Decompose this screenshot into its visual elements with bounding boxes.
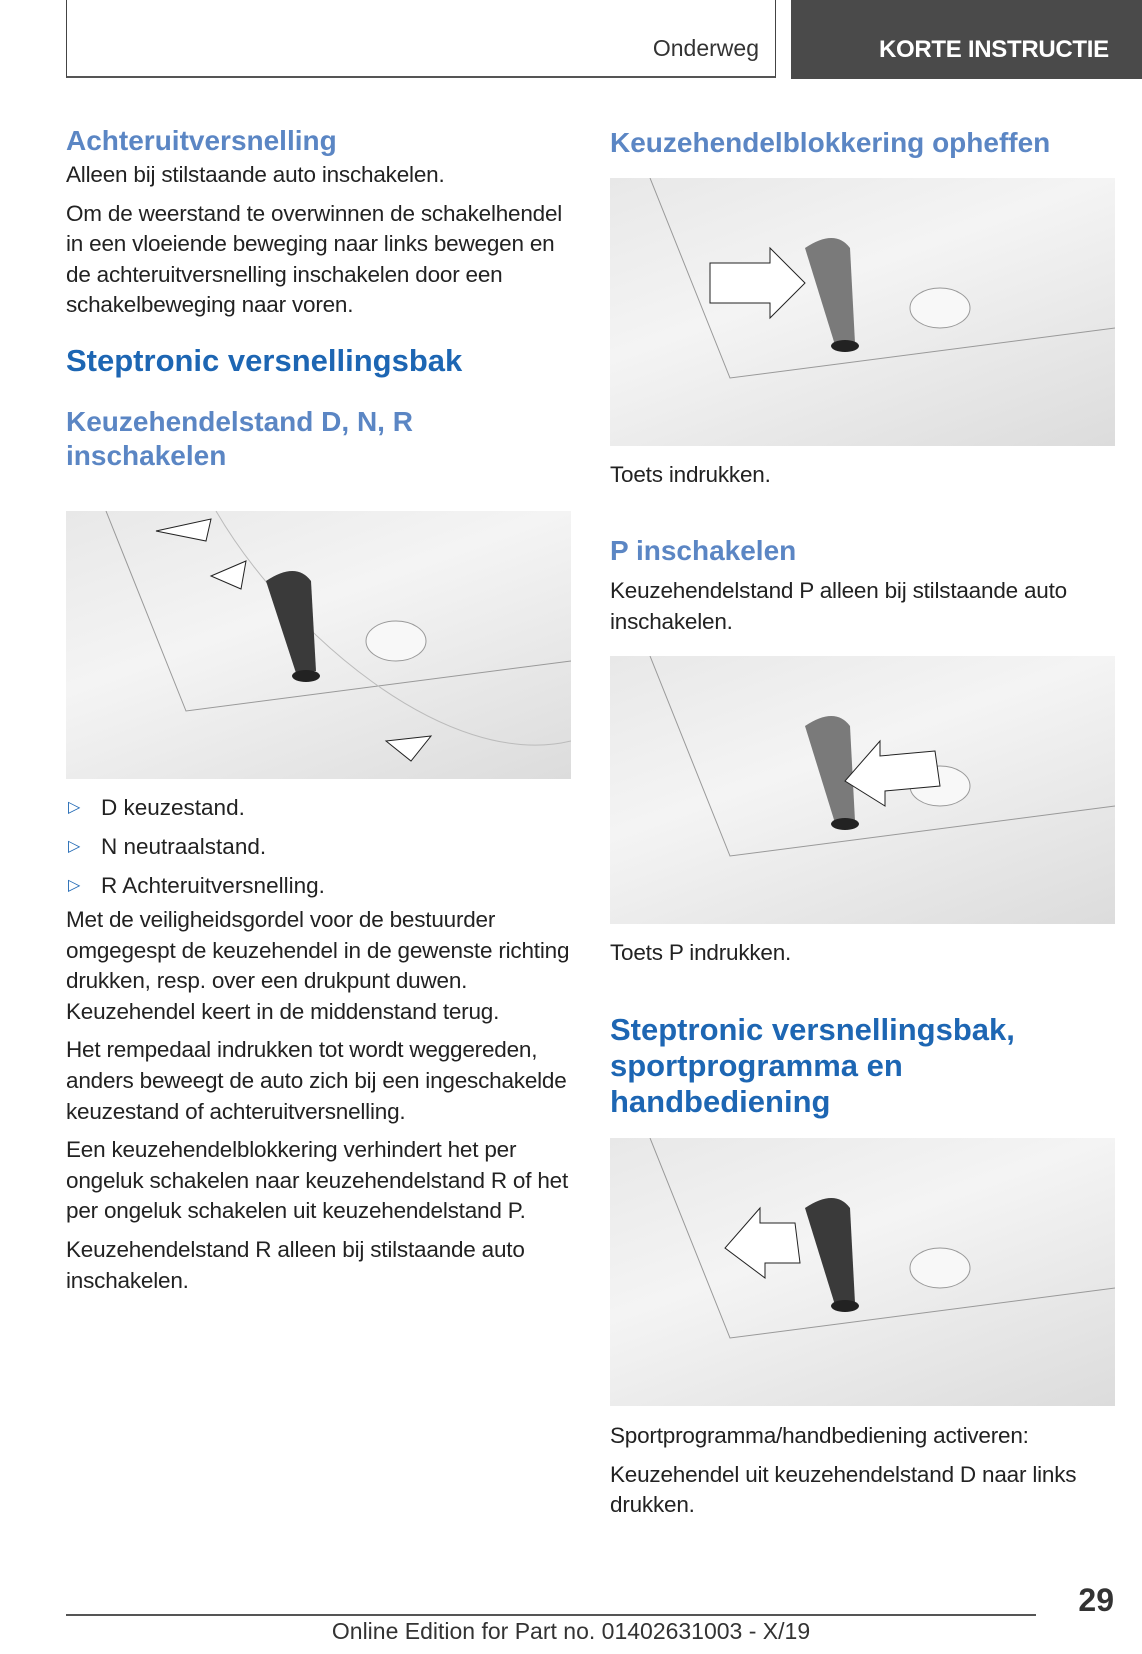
heading-reverse: Achteruitversnelling xyxy=(66,125,337,156)
arrow-r-icon xyxy=(156,519,211,541)
triangle-right-icon: ▷ xyxy=(68,877,81,894)
heading-p: P inschakelen xyxy=(610,535,797,566)
para: Om de weerstand te overwinnen de schakelhendel in een vloeiende beweging naar links bewegen en de achteruitversnelling inschakelen door een schakelbeweging naar voren. xyxy=(66,200,563,318)
chapter-tab: KORTE INSTRUCTIE xyxy=(791,0,1142,79)
para: Met de veiligheidsgordel voor de bestuurder omgegespt de keuzehendel in de gewenste richting drukken, resp. over een drukpunt duwen. Keuzehendel keert in de middenstand terug. xyxy=(66,907,570,1024)
header-box xyxy=(66,0,776,78)
list-item: ▷ D keuzestand. xyxy=(66,788,571,827)
figure-p xyxy=(610,656,1115,924)
triangle-right-icon: ▷ xyxy=(68,838,81,855)
heading-sport: Steptronic versnellingsbak, sportprogramma en handbediening xyxy=(610,1012,1015,1119)
para: Alleen bij stilstaande auto inschakelen. xyxy=(66,162,445,187)
footer-divider xyxy=(66,1614,1036,1616)
para: Keuzehendelstand P alleen bij stilstaande auto inschakelen. xyxy=(610,578,1067,634)
caption: Sportprogramma/handbediening activeren: xyxy=(610,1423,1029,1448)
heading-unlock: Keuzehendelblokkering opheffen xyxy=(610,127,1051,158)
caption: Toets indrukken. xyxy=(610,462,771,487)
arrow-right-icon xyxy=(710,248,805,318)
heading-dnr: Keuzehendelstand D, N, R inschakelen xyxy=(66,405,413,471)
caption: Keuzehendel uit keuzehendelstand D naar links drukken. xyxy=(610,1461,1077,1518)
arrow-left-icon xyxy=(725,1208,800,1278)
footer-edition: Online Edition for Part no. 01402631003 - X/19 xyxy=(331,1618,811,1644)
list-item: ▷ R Achteruitversnelling. xyxy=(66,866,571,905)
figure-gear-selector-dnr xyxy=(66,511,571,779)
para: Een keuzehendelblokkering verhindert het per ongeluk schakelen naar keuzehendelstand R of het per ongeluk schakelen uit keuzehendelstand P. xyxy=(66,1137,569,1224)
figure-sport xyxy=(610,1138,1115,1406)
left-column-lower xyxy=(66,788,571,1304)
list-item: ▷ N neutraalstand. xyxy=(66,827,571,866)
caption: Toets P indrukken. xyxy=(610,940,792,965)
heading-steptronic: Steptronic versnellingsbak xyxy=(66,342,463,378)
triangle-right-icon: ▷ xyxy=(68,799,81,816)
arrow-n-icon xyxy=(211,561,246,589)
position-list xyxy=(66,788,571,905)
para: Het rempedaal indrukken tot wordt weggereden, anders beweegt de auto zich bij een ingeschakelde keuzestand of achteruitversnelling. xyxy=(66,1037,567,1124)
gear-selector-illustration xyxy=(66,511,571,779)
section-title: Onderweg xyxy=(652,35,759,61)
figure-unlock xyxy=(610,178,1115,446)
para: Keuzehendelstand R alleen bij stilstaande auto inschakelen. xyxy=(66,1236,525,1293)
page-number: 29 xyxy=(1078,1582,1114,1618)
left-column xyxy=(66,124,571,473)
arrow-d-icon xyxy=(386,736,431,761)
